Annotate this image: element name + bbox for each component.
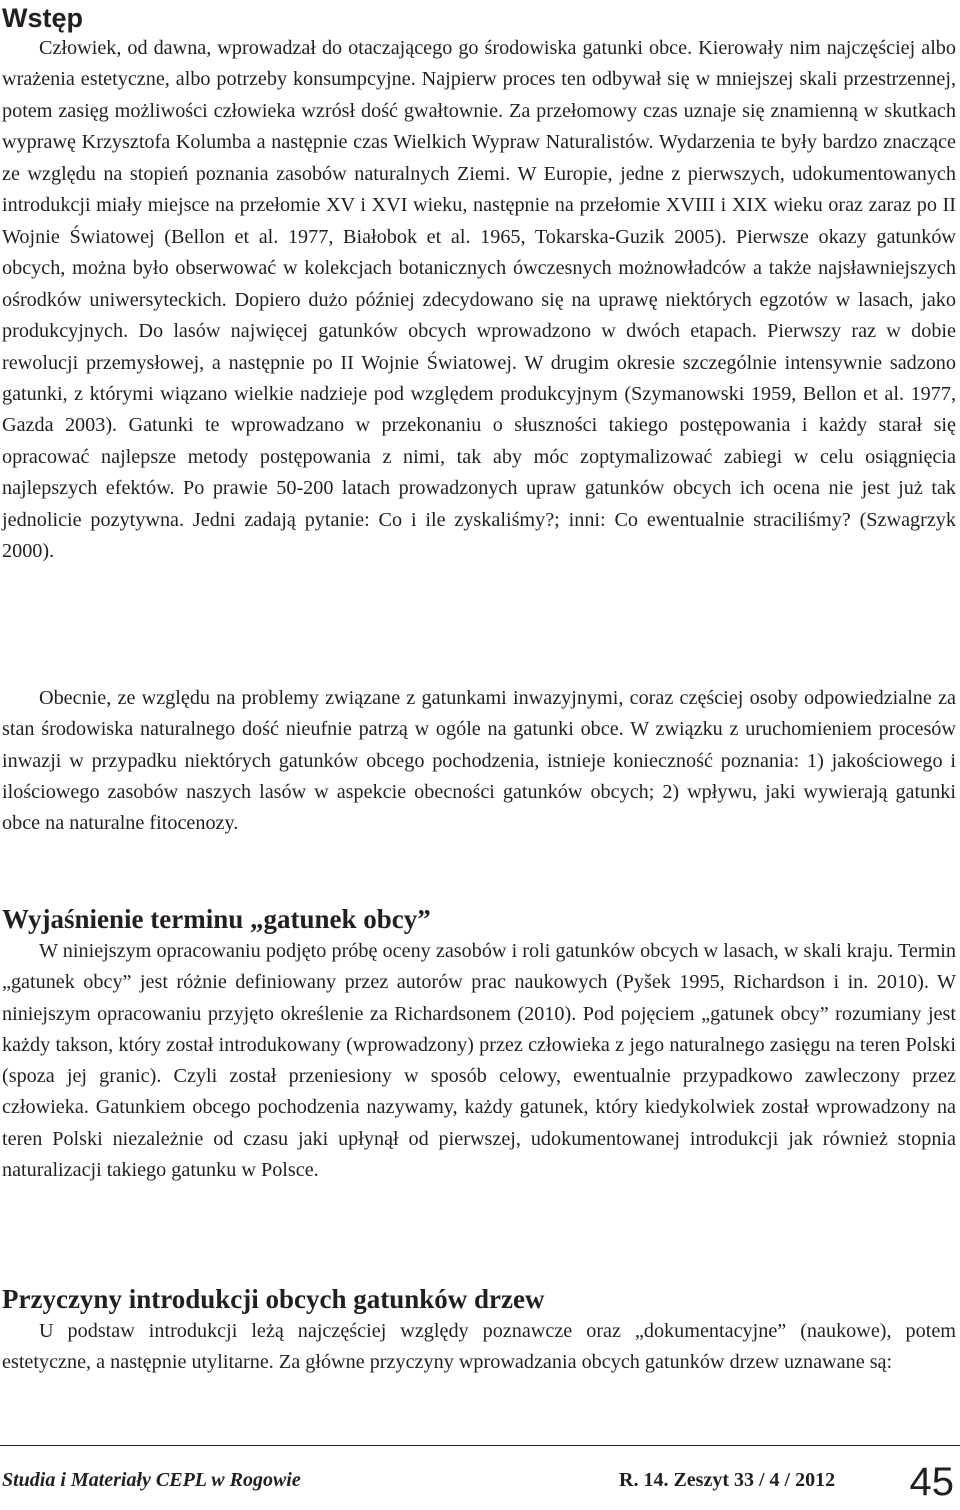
body-paragraph: Człowiek, od dawna, wprowadzał do otaczającego go środowiska gatunki obce. Kierowały nim najczęściej albo wrażenia estetyczne, albo potrzeby konsumpcyjne. Najpierw proces ten odbywał się w mniejszej skali przestrzennej, potem zasięg możliwości człowieka wzrósł dość gwałtownie. Za przełomowy czas uznaje się znamienną w skutkach wyprawę Krzysztofa Kolumba a następnie czas Wielkich Wypraw Naturalistów. Wydarzenia te były bardzo znaczące ze względu na stopień poznania zasobów naturalnych Ziemi. W Europie, jedne z pierwszych, udokumentowanych introdukcji miały miejsce na przełomie XV i XVI wieku, następnie na przełomie XVIII i XIX wieku oraz zaraz po II Wojnie Światowej (Bellon et al. 1977, Białobok et al. 1965, Tokarska-Guzik 2005). Pierwsze okazy gatunków obcych, można było obserwować w kolekcjach botanicznych ówczesnych możnowładców a także najsławniejszych ośrodków uniwersyteckich. Dopiero dużo później zdecydowano się na uprawę niektórych egzotów w lasach, jako produkcyjnych. Do lasów najwięcej gatunków obcych wprowadzono w dwóch etapach. Pierwszy raz w dobie rewolucji przemysłowej, a następnie po II Wojnie Światowej. W drugim okresie szczególnie intensywnie sadzono gatunki, z którymi wiązano wielkie nadzieje pod względem produkcyjnym (Szymanowski 1959, Bellon et al. 1977, Gazda 2003). Gatunki te wprowadzano w przekonaniu o słuszności takiego postępowania i każdy starał się opracować najlepsze metody postępowania z nimi, tak aby móc zoptymalizować zabiegi w celu osiągnięcia najlepszych efektów. Po prawie 50-200 latach prowadzonych upraw gatunków obcych ich ocena nie jest już tak jednolicie pozytywna. Jedni zadają pytanie: Co i ile zyskaliśmy?; inni: Co ewentualnie straciliśmy? (Szwagrzyk 2000). <box>2 37 956 563</box>
section-heading-wstep: Wstęp <box>2 3 83 33</box>
body-paragraph: W niniejszym opracowaniu podjęto próbę oceny zasobów i roli gatunków obcych w lasach, w skali kraju. Termin „gatunek obcy” jest różnie definiowany przez autorów prac naukowych (Pyšek 1995, Richardson i in. 2010). W niniejszym opracowaniu przyjęto określenie za Richardsonem (2010). Pod pojęciem „gatunek obcy” rozumiany jest każdy takson, który został introdukowany (wprowadzony) przez człowieka z jego naturalnego zasięgu na teren Polski (spoza jej granic). Czyli został przeniesiony w sposób celowy, ewentualnie przypadkowo zawleczony przez człowieka. Gatunkiem obcego pochodzenia nazywamy, każdy gatunek, który kiedykolwiek został wprowadzony na teren Polski niezależnie od czasu jaki upłynął od pierwszej, udokumentowanej introdukcji jak również stopnia naturalizacji takiego gatunku w Polsce. <box>2 940 956 1182</box>
journal-name: Studia i Materiały CEPL w Rogowie <box>2 1469 301 1491</box>
body-paragraph: Obecnie, ze względu na problemy związane z gatunkami inwazyjnymi, coraz częściej osoby odpowiedzialne za stan środowiska naturalnego dość nieufnie patrzą w ogóle na gatunki obce. W związku z uruchomieniem procesów inwazji w przypadku niektórych gatunków obcego pochodzenia, istnieje konieczność poznania: 1) jakościowego i ilościowego zasobów naszych lasów w aspekcie obecności gatunków obcych; 2) wpływu, jaki wywierają gatunki obce na naturalne fitocenozy. <box>2 687 956 835</box>
footer-divider <box>0 1445 960 1446</box>
page-number: 45 <box>909 1460 954 1504</box>
body-paragraph: U podstaw introdukcji leżą najczęściej względy poznawcze oraz „dokumentacyjne” (naukowe), potem estetyczne, a następnie utylitarne. Za główne przyczyny wprowadzania obcych gatunków drzew uznawane są: <box>2 1320 956 1374</box>
issue-info: R. 14. Zeszyt 33 / 4 / 2012 <box>619 1469 836 1491</box>
section-heading-wyjasnienie: Wyjaśnienie terminu „gatunek obcy” <box>2 904 431 934</box>
section-heading-przyczyny: Przyczyny introdukcji obcych gatunków drzew <box>2 1284 545 1314</box>
